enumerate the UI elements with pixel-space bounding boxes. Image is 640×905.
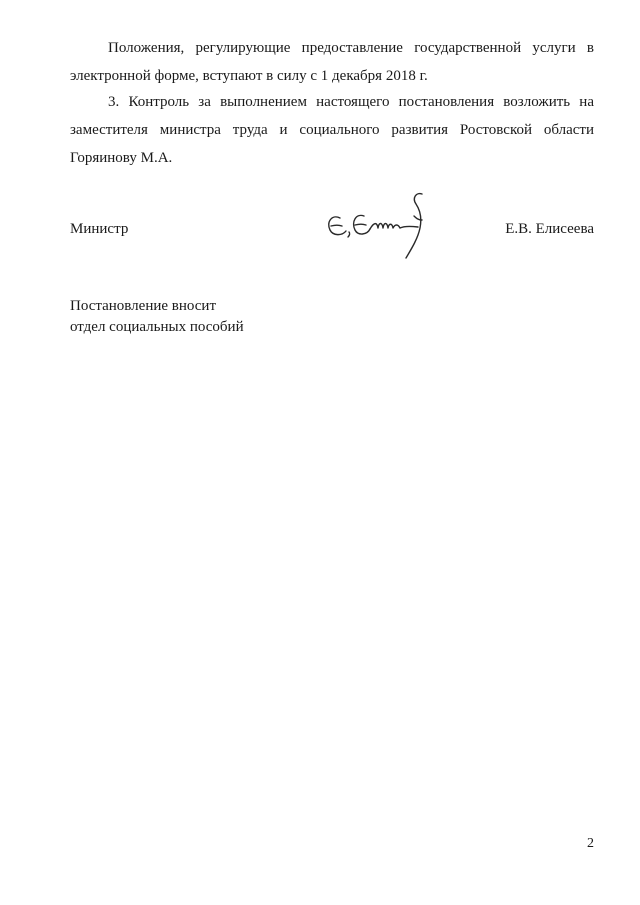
paragraph-line: Положения, регулирующие предоставление государственной услуги в — [108, 40, 594, 56]
paragraph-effective-date — [70, 34, 594, 90]
paragraph-control — [70, 88, 594, 172]
paragraph-line: 3. Контроль за выполнением настоящего постановления возложить на — [108, 94, 594, 110]
submission-note — [70, 296, 244, 338]
paragraph-line: Горяинову М.А. — [70, 150, 173, 166]
paragraph-line: заместителя министра труда и социального развития Ростовской области — [70, 122, 594, 138]
signatory-title: Министр — [70, 221, 129, 237]
signatory-name: Е.В. Елисеева — [505, 221, 594, 237]
handwritten-signature — [322, 186, 432, 264]
page-number: 2 — [587, 836, 594, 851]
note-line: отдел социальных пособий — [70, 319, 244, 335]
paragraph-line: электронной форме, вступают в силу с 1 декабря 2018 г. — [70, 68, 428, 84]
note-line: Постановление вносит — [70, 298, 217, 314]
